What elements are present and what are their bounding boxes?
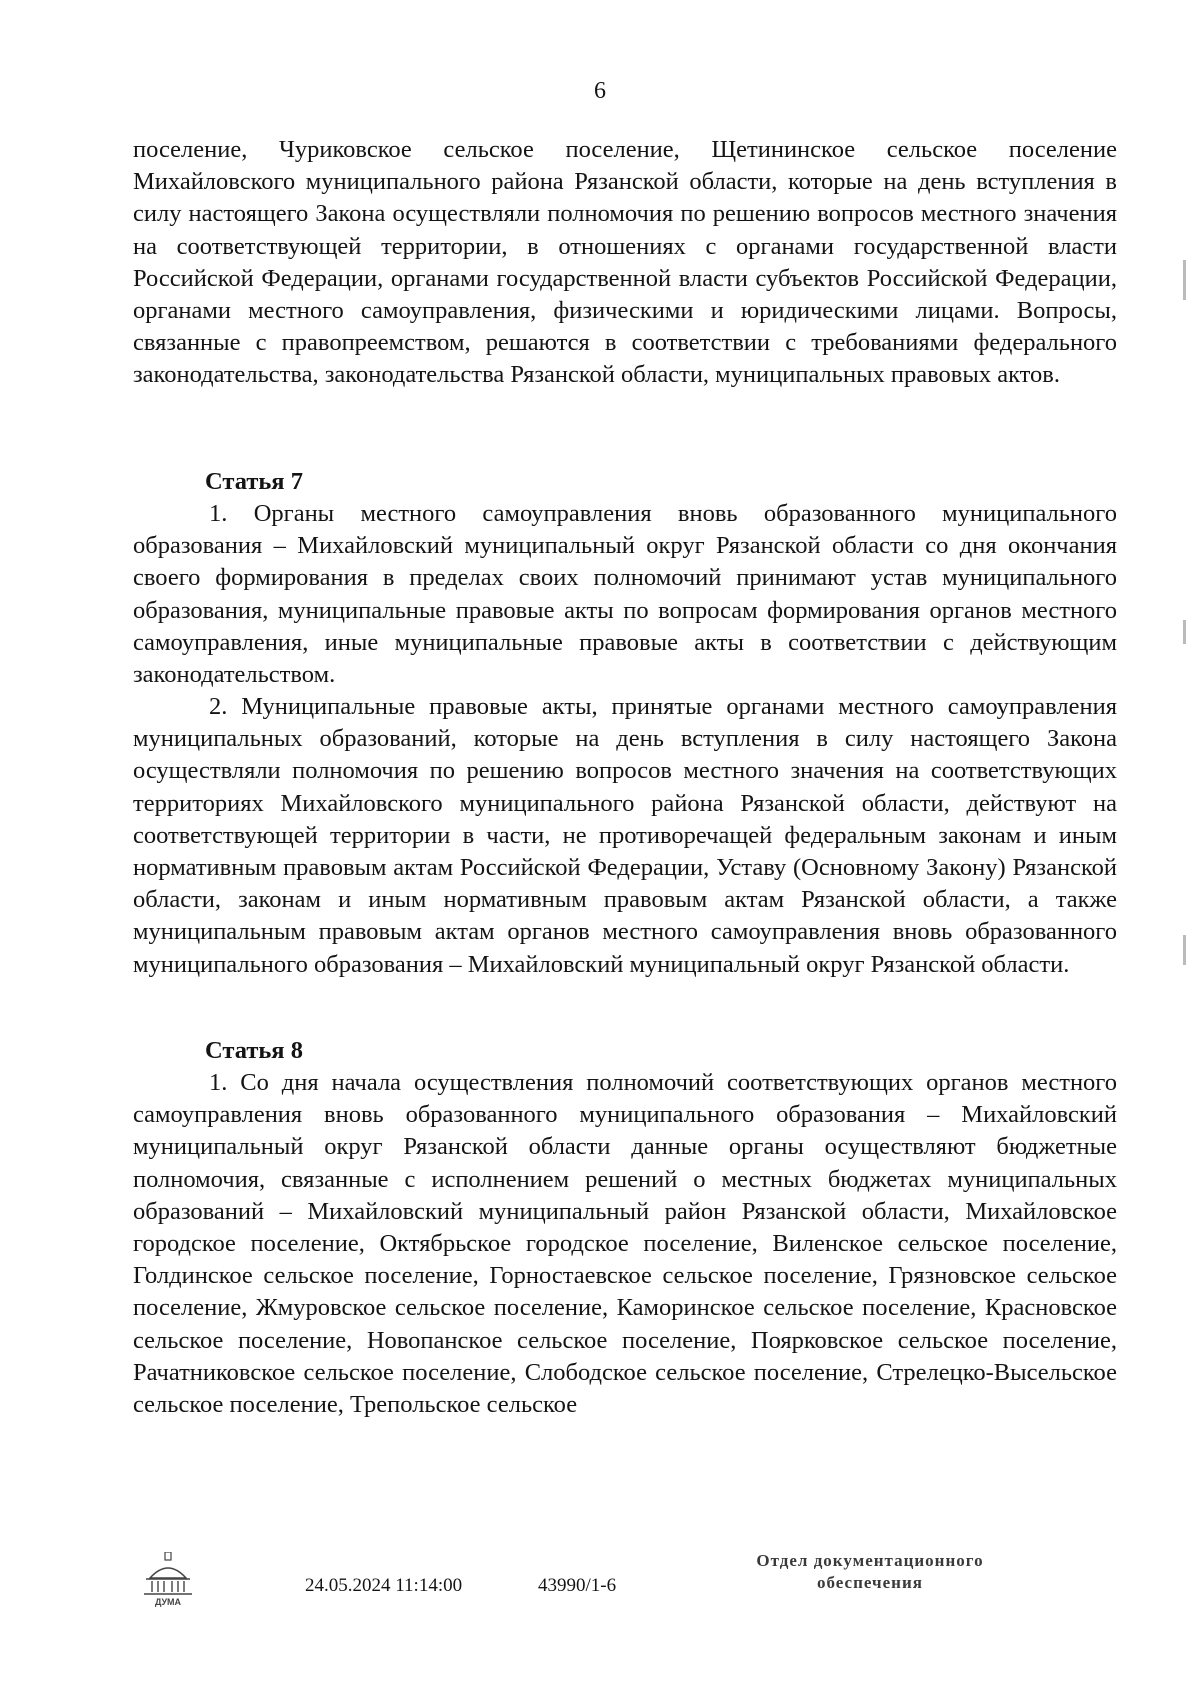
department-line-2: обеспечения (817, 1573, 923, 1592)
intro-paragraph: поселение, Чуриковское сельское поселение, Щетининское сельское поселение Михайловского муниципального района Рязанской области, которые на день вступления в силу настоящего Закона осуществляли полномочия по решению вопросов местного значения на соответствующей территории, в отношениях с органами государственной власти Российской Федерации, органами государственной власти субъектов Российской Федерации, органами местного самоуправления, физическими и юридическими лицами. Вопросы, связанные с правопреемством, решаются в соответствии с требованиями федерального законодательства, законодательства Рязанской области, муниципальных правовых актов. (133, 136, 1117, 389)
article-7-heading: Статья 7 (205, 468, 303, 495)
article-7-paragraph-1: 1. Органы местного самоуправления вновь образованного муниципального образования – Михайловский муниципальный округ Рязанской области со дня окончания своего формирования в пределах своих полномочий принимают устав муниципального образования, муниципальные правовые акты по вопросам формирования органов местного самоуправления, иные муниципальные правовые акты в соответствии с действующим законодательством. (133, 500, 1117, 689)
page-number: 6 (594, 78, 606, 104)
article-7-paragraph-2: 2. Муниципальные правовые акты, принятые органами местного самоуправления муниципальных образований, которые на день вступления в силу настоящего Закона осуществляли полномочия по решению вопросов местного значения на соответствующих территориях Михайловского муниципального района Рязанской области, действуют на соответствующей территории в части, не противоречащей федеральным законам и иным нормативным правовым актам Российской Федерации, Уставу (Основному Закону) Рязанской области, законам и иным нормативным правовым актам Рязанской области, а также муниципальным правовым актам органов местного самоуправления вновь образованного муниципального образования – Михайловский муниципальный округ Рязанской области. (133, 693, 1117, 978)
registration-number: 43990/1-6 (538, 1575, 617, 1596)
article-8-heading: Статья 8 (205, 1037, 303, 1064)
duma-logo (138, 1552, 198, 1608)
article-8-paragraph-1: 1. Со дня начала осуществления полномочий соответствующих органов местного самоуправления вновь образованного муниципального образования – Михайловский муниципальный округ Рязанской области данные органы осуществляют бюджетные полномочия, связанные с исполнением решений о местных бюджетах муниципальных образований – Михайловский муниципальный район Рязанской области, Михайловское городское поселение, Октябрьское городское поселение, Виленское сельское поселение, Голдинское сельское поселение, Горностаевское сельское поселение, Грязновское сельское поселение, Жмуровское сельское поселение, Каморинское сельское поселение, Красновское сельское поселение, Новопанское сельское поселение, Поярковское сельское поселение, Рачатниковское сельское поселение, Слободское сельское поселение, Стрелецко-Высельское сельское поселение, Трепольское сельское (133, 1069, 1117, 1419)
department-stamp (700, 1550, 1040, 1594)
scan-artifact (1183, 260, 1186, 300)
logo-caption: ДУМА (154, 1597, 182, 1607)
registration-datetime: 24.05.2024 11:14:00 (305, 1575, 463, 1596)
department-line-1: Отдел документационного (756, 1551, 984, 1570)
scan-artifact (1183, 620, 1186, 644)
scan-artifact (1183, 935, 1186, 965)
